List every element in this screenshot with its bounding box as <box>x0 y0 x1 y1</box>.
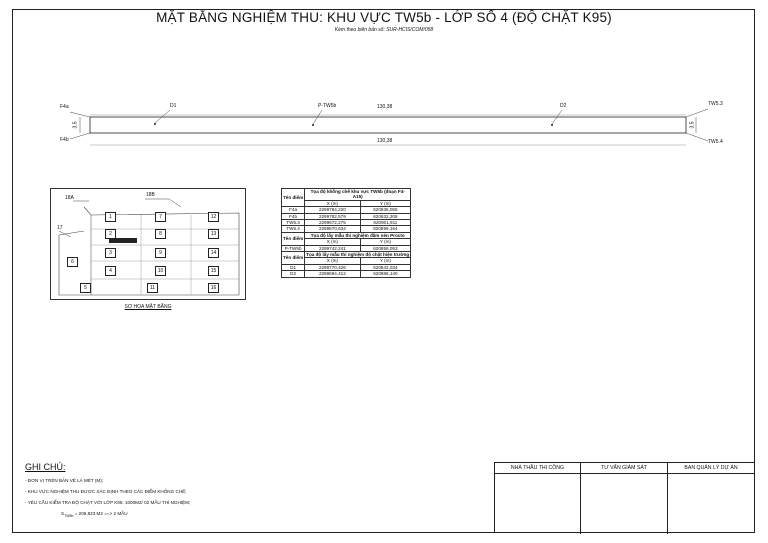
table-row <box>282 271 411 277</box>
cell-name: D1 <box>282 264 305 270</box>
label-ptw5b: P-TW5b <box>318 103 337 109</box>
point-d1 <box>154 123 156 125</box>
control-header: Tọa độ khống chế khu vực TW5b (đoạn F4-A15) <box>305 189 411 201</box>
proctor-name-header: Tên điểm <box>282 232 305 245</box>
proctor-x-header: X (m) <box>305 239 360 245</box>
label-f4b: F4b <box>60 137 69 143</box>
inset-cell-12: 12 <box>208 212 219 222</box>
field-name-header: Tên điểm <box>282 252 305 265</box>
point-d2 <box>551 124 553 126</box>
label-d1: D1 <box>170 103 177 109</box>
cell-y: 620842,034 <box>360 264 411 270</box>
inset-cell-4: 4 <box>105 266 116 276</box>
notes-title: GHI CHÚ: <box>25 462 66 472</box>
area-line <box>25 511 325 518</box>
leader-tw53 <box>686 109 708 117</box>
inset-cell-9: 9 <box>155 248 166 258</box>
cell-x: 2299742,241 <box>305 245 360 251</box>
drawing-subtitle: Kèm theo biên bản số: SUR-HCIS/COM/058 <box>334 27 434 33</box>
proctor-y-header: Y (m) <box>360 239 411 245</box>
inset-cell-1: 1 <box>105 212 116 222</box>
inset-cell-16: 16 <box>208 283 219 293</box>
inset-cell-13: 13 <box>208 229 219 239</box>
dim-bottom-label: 130,38 <box>377 138 393 144</box>
inset-label-18b: 18B <box>146 192 155 198</box>
inset-cell-15: 15 <box>208 266 219 276</box>
cell-name: TW5.4 <box>282 226 305 232</box>
inset-cell-14: 14 <box>208 248 219 258</box>
width-right-label: 3,5 <box>689 121 696 129</box>
point-ptw5b <box>312 124 314 126</box>
note-item: - YÊU CẦU KIỂM TRA ĐỘ CHẶT VỚI LỚP K95: 1000M2/ 02 MẪU THÍ NGHIỆM; <box>25 500 191 505</box>
inset-cell-10: 10 <box>155 266 166 276</box>
leader-f4b <box>70 133 90 139</box>
signature-pmu-label: BAN QUẢN LÝ DỰ ÁN <box>668 463 754 474</box>
control-y-header: Y (m) <box>360 200 411 206</box>
inset-cell-3: 3 <box>105 248 116 258</box>
inset-label-17: 17 <box>57 225 63 231</box>
control-name-header: Tên điểm <box>282 189 305 207</box>
signature-supervisor <box>581 463 668 534</box>
cell-y: 620901,911 <box>360 220 411 226</box>
plan-view <box>0 0 768 200</box>
signature-contractor <box>495 463 581 534</box>
field-header: Tọa độ lấy mẫu thí nghiệm độ chặt hiện trường <box>306 252 410 258</box>
signature-supervisor-label: TƯ VẤN GIÁM SÁT <box>581 463 667 474</box>
area-subscript: TW5b <box>64 513 74 518</box>
plan-outline <box>90 117 686 133</box>
area-symbol: S <box>61 511 65 516</box>
cell-x: 2299670,634 <box>305 226 360 232</box>
control-x-header: X (m) <box>305 200 360 206</box>
cell-y: 620835,055 <box>360 207 411 213</box>
notes-section <box>25 462 325 518</box>
cell-x: 2299784,220 <box>305 207 360 213</box>
leader-f4a <box>70 112 90 117</box>
cell-x: 2299672,275 <box>305 220 360 226</box>
label-tw54: TW5.4 <box>708 139 723 145</box>
area-value: = 209,823 M2 ==> 2 MẪU <box>74 511 128 516</box>
cell-y: 620899,164 <box>360 226 411 232</box>
signature-contractor-label: NHÀ THẦU THI CÔNG <box>495 463 580 474</box>
table-row <box>282 252 411 258</box>
label-f4a: F4a <box>60 104 69 110</box>
inset-sketch <box>50 188 246 300</box>
cell-name: F4b <box>282 213 305 219</box>
cell-y: 620858,053 <box>360 245 411 251</box>
inset-cell-6: 6 <box>67 257 78 267</box>
label-tw53: TW5.3 <box>708 101 723 107</box>
inset-cell-7: 7 <box>155 212 166 222</box>
cell-x: 2299694,412 <box>305 271 360 277</box>
proctor-header: Tọa độ lấy mẫu thí nghiệm đầm nén Procto <box>305 232 411 238</box>
cell-name: D2 <box>282 271 305 277</box>
dim-top-label: 130,38 <box>377 104 393 110</box>
inset-label-18a: 18A <box>65 195 74 201</box>
signature-block <box>494 462 755 533</box>
inset-cell-5: 5 <box>80 283 91 293</box>
cell-x: 2299770,426 <box>305 264 360 270</box>
inset-cell-8: 8 <box>155 229 166 239</box>
note-item: - KHU VỰC NGHIỆM THU ĐƯỢC XÁC ĐỊNH THEO CÁC ĐIỂM KHỐNG CHẾ; <box>25 489 187 494</box>
cell-x: 2299782,579 <box>305 213 360 219</box>
leader-d1 <box>155 110 170 123</box>
cell-name: TW5.3 <box>282 220 305 226</box>
field-y-header: Y (m) <box>360 258 411 264</box>
inset-caption: SƠ HỌA MẶT BẰNG <box>124 304 172 310</box>
cell-y: 620832,308 <box>360 213 411 219</box>
table-row <box>282 232 411 238</box>
inset-cell-2: 2 <box>105 229 116 239</box>
width-left-label: 3,5 <box>72 121 79 129</box>
signature-pmu <box>668 463 754 534</box>
field-x-header: X (m) <box>305 258 360 264</box>
drawing-title: MẶT BẰNG NGHIỆM THU: KHU VỰC TW5b - LỚP SỐ 4 (ĐỘ CHẶT K95) <box>156 10 612 25</box>
label-d2: D2 <box>560 103 567 109</box>
cell-name: F4a <box>282 207 305 213</box>
coordinate-table <box>281 188 411 278</box>
leader-tw54 <box>686 133 708 141</box>
cell-name: P-TW5b <box>282 245 305 251</box>
note-item: - ĐƠN VỊ TRÊN BẢN VẼ LÀ MÉT (M); <box>25 478 104 483</box>
table-row <box>282 189 411 201</box>
inset-cell-11: 11 <box>147 283 158 293</box>
cell-y: 620886,140 <box>360 271 411 277</box>
